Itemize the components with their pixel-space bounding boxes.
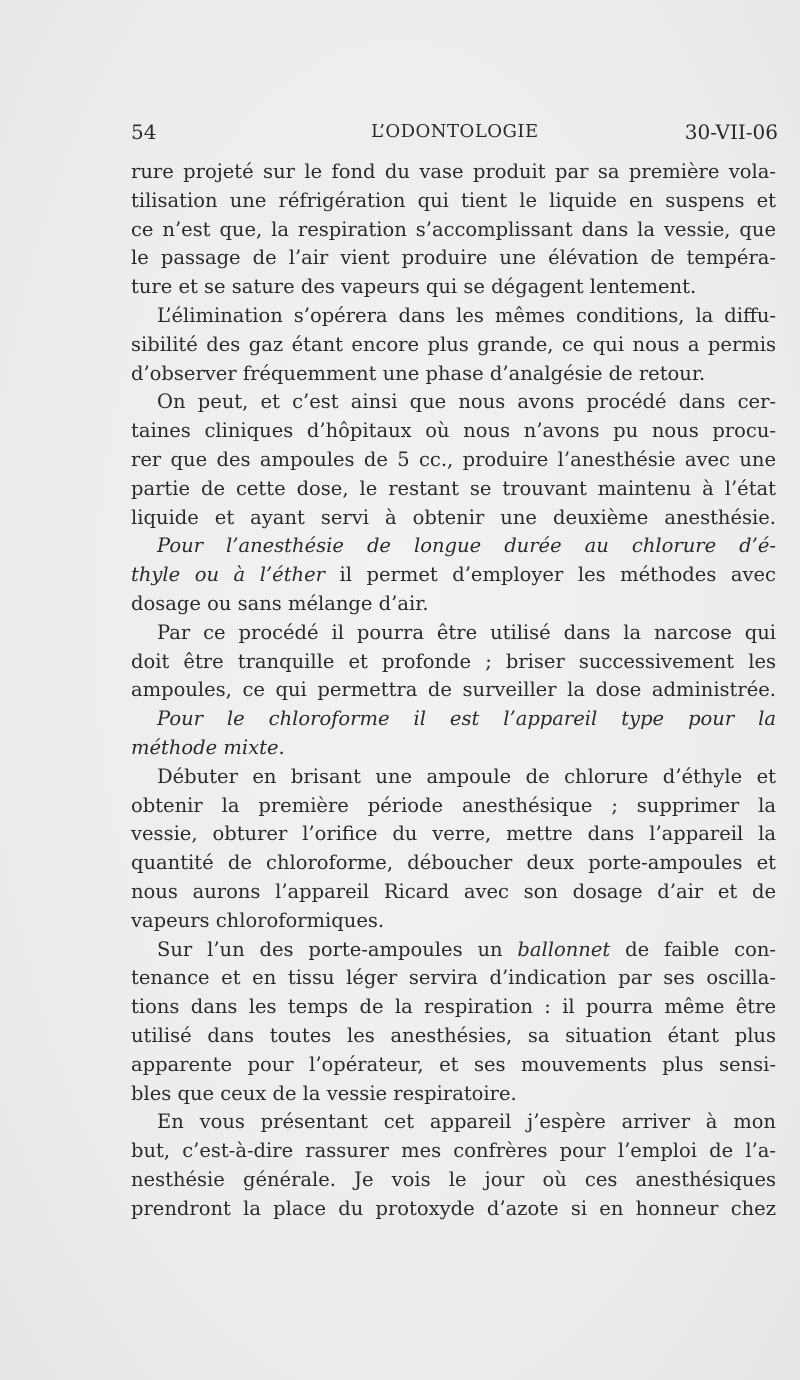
text-line: tenance et en tissu léger servira d’indication par ses oscilla- bbox=[131, 966, 776, 990]
text-line bbox=[131, 936, 776, 965]
text-line: ture et se sature des vapeurs qui se dégagent lentement. bbox=[131, 275, 697, 299]
running-header bbox=[131, 120, 778, 150]
text-line: d’observer fréquemment une phase d’analgésie de retour. bbox=[131, 361, 706, 385]
text-line: taines cliniques d’hôpitaux où nous n’avons pu nous procu- bbox=[131, 419, 776, 443]
text-line: apparente pour l’opérateur, et ses mouvements plus sensi- bbox=[131, 1052, 776, 1076]
text-line: nous aurons l’appareil Ricard avec son dosage d’air et de bbox=[131, 879, 776, 903]
text-line: obtenir la première période anesthésique ; supprimer la bbox=[131, 793, 776, 817]
text-line: partie de cette dose, le restant se trouvant maintenu à l’état bbox=[131, 476, 776, 500]
text-line: ampoules, ce qui permettra de surveiller la dose administrée. bbox=[131, 678, 776, 702]
text-line: vapeurs chloroformiques. bbox=[131, 908, 385, 932]
page-number: 54 bbox=[131, 120, 157, 144]
text-segment: de faible con- bbox=[610, 937, 776, 961]
text-line: En vous présentant cet appareil j’espère arriver à mon bbox=[157, 1110, 776, 1134]
text-line: ce n’est que, la respiration s’accomplissant dans la vessie, que bbox=[131, 217, 776, 241]
italic-text-line: Pour le chloroforme il est l’appareil type pour la bbox=[157, 707, 776, 731]
italic-phrase: thyle ou à l’éther bbox=[131, 563, 325, 587]
text-line: utilisé dans toutes les anesthésies, sa situation étant plus bbox=[131, 1023, 776, 1047]
text-line: doit être tranquille et profonde ; briser successivement les bbox=[131, 649, 776, 673]
italic-text-line: Pour l’anesthésie de longue durée au chlorure d’é- bbox=[157, 534, 776, 558]
text-line: dosage ou sans mélange d’air. bbox=[131, 591, 429, 615]
text-line: On peut, et c’est ainsi que nous avons procédé dans cer- bbox=[157, 390, 776, 414]
text-segment: Sur l’un des porte-ampoules un bbox=[157, 937, 518, 961]
text-line: sibilité des gaz étant encore plus grande, ce qui nous a permis bbox=[131, 332, 776, 356]
text-line: Par ce procédé il pourra être utilisé dans la narcose qui bbox=[157, 620, 776, 644]
text-line: vessie, obturer l’orifice du verre, mettre dans l’appareil la bbox=[131, 822, 776, 846]
text-line: Débuter en brisant une ampoule de chlorure d’éthyle et bbox=[157, 764, 776, 788]
issue-date: 30-VII-06 bbox=[684, 120, 778, 144]
text-line: rer que des ampoules de 5 cc., produire l’anesthésie avec une bbox=[131, 447, 776, 471]
text-line: tions dans les temps de la respiration : il pourra même être bbox=[131, 995, 776, 1019]
text-line: nesthésie générale. Je vois le jour où ces anesthésiques bbox=[131, 1167, 776, 1191]
italic-phrase: ballonnet bbox=[517, 937, 611, 961]
text-line: quantité de chloroforme, déboucher deux porte-ampoules et bbox=[131, 851, 776, 875]
text-line: rure projeté sur le fond du vase produit par sa première vola- bbox=[131, 160, 776, 183]
text-line: le passage de l’air vient produire une élévation de tempéra- bbox=[131, 246, 776, 270]
text-line: L’élimination s’opérera dans les mêmes conditions, la diffu- bbox=[157, 303, 776, 327]
text-segment: il permet d’employer les méthodes avec bbox=[324, 563, 776, 587]
text-line: but, c’est-à-dire rassurer mes confrères pour l’emploi de l’a- bbox=[131, 1139, 776, 1163]
italic-text-line: méthode mixte. bbox=[131, 735, 285, 759]
text-line: liquide et ayant servi à obtenir une deuxième anesthésie. bbox=[131, 505, 776, 529]
text-line bbox=[131, 561, 776, 590]
text-line: bles que ceux de la vessie respiratoire. bbox=[131, 1081, 517, 1105]
text-line: tilisation une réfrigération qui tient le liquide en suspens et bbox=[131, 188, 776, 212]
text-line: prendront la place du protoxyde d’azote si en honneur chez bbox=[131, 1196, 776, 1220]
body-text bbox=[131, 158, 776, 1223]
journal-title: L’ODONTOLOGIE bbox=[371, 121, 539, 142]
